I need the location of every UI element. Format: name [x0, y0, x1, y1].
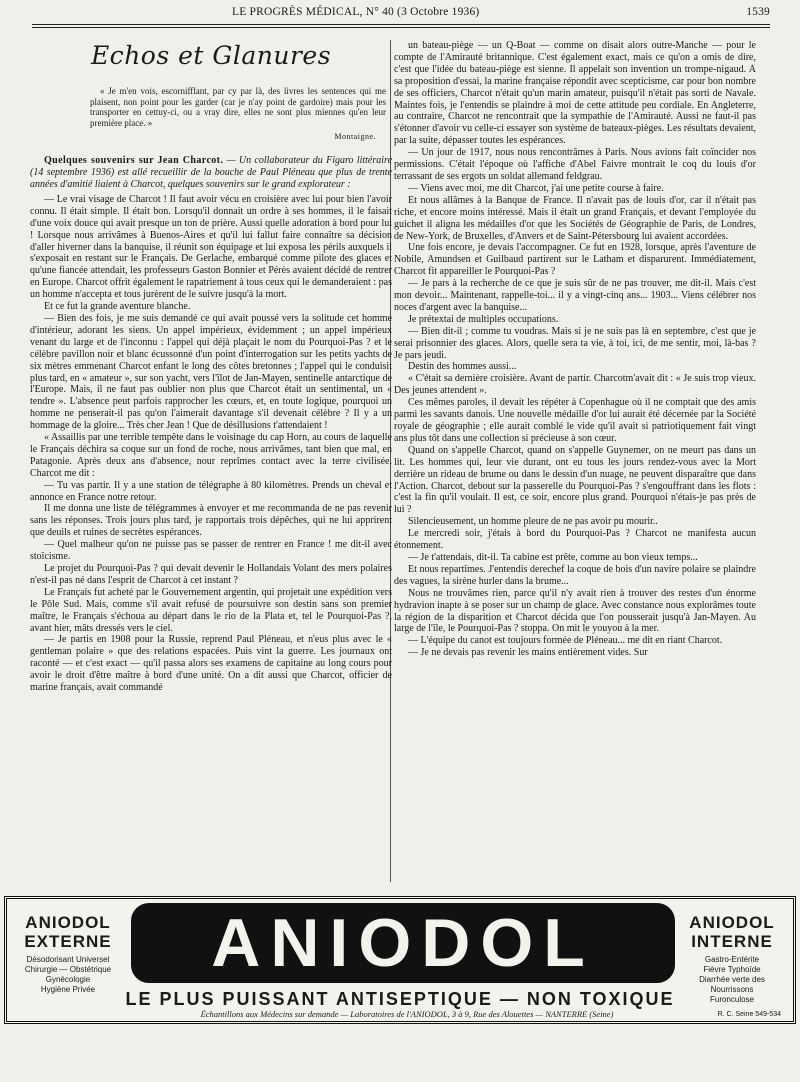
ad-right-title-1: ANIODOL: [689, 913, 775, 932]
ad-list-item: Gastro-Entérite: [704, 955, 760, 964]
page-number: 1539: [746, 6, 770, 18]
article-paragraph: Le mercredi soir, j'étais à bord du Pourquoi-Pas ? Charcot ne manifesta aucun étonnement.: [394, 528, 756, 552]
ad-footer: Échantillons aux Médecins sur demande — Laboratoires de l'ANIODOL, 3 à 9, Rue des Alouettes — NANTERRE (Seine): [200, 1009, 614, 1019]
article-heading: [30, 155, 392, 191]
article-paragraph: Silencieusement, un homme pleure de ne pas avoir pu mourir..: [408, 516, 658, 528]
article-title: Quelques souvenirs sur Jean Charcot.: [44, 155, 224, 167]
ad-list-item: Furonculose: [709, 995, 755, 1004]
article-paragraph: un bateau-piège — un Q-Boat — comme on disait alors outre-Manche — pour le compte de l'Amirauté britannique. C'est également exact, mais ce qu'on a omis de dire, c'est que l'idée du bateau-piège est sienne. Il appelait son invention un trompe-nigaud. A sa proposition d'essai, la marine française répondit avec scepticisme, car pour bon nombre de ses officiers, Charcot n'était qu'un marin amateur, puisqu'il n'était pas sorti de Navale. Maintes fois, je l'entendis se plaindre à moi de cette attitude peu cordiale. En Angleterre, au contraire, Charcot ne rencontrait que la sympathie de l'Amirauté. Aussi ne faut-il pas s'étonner d'avoir vu celle-ci essayer son système de bateaux-pièges. Les résultats devaient, par la suite, dépasser toutes les espérances.: [394, 40, 756, 147]
ad-left-title-1: ANIODOL: [25, 913, 111, 932]
ad-list-item: Fièvre Typhoïde: [703, 965, 761, 974]
article-paragraph: — Bien dit-il ; comme tu voudras. Mais si je ne suis pas là en septembre, c'est que je serai prisonnier des glaces. Alors, quelle sera ta vie, à toi, ici, de me sentir, moi, là-bas ? Je pars jeudi.: [394, 325, 756, 361]
article-paragraph: — Tu vas partir. Il y a une station de télégraphe à 80 kilomètres. Prends un cheval et annonce en France notre retour.: [30, 479, 392, 503]
article-paragraph: « C'était sa dernière croisière. Avant de partir. Charcotm'avait dit : « Je suis trop vieux. Des jeunes attendent ».: [394, 373, 756, 397]
article-paragraph: Une fois encore, je devais l'accompagner. Ce fut en 1928, lorsque, après l'aventure de Nobile, Amundsen et Guilbaud partirent sur le Latham et disparurent. Immédiatement, Charcot fit appareiller le Pourquoi-Pas ?: [394, 242, 756, 278]
article-paragraph: Et ce fut la grande aventure blanche.: [44, 301, 191, 313]
article-paragraph: — Bien des fois, je me suis demandé ce qui avait poussé vers la solitude cet homme d'intérieur, adorant les siens. Un appel impérieux, évidemment ; un appel impérieux venant du large et de l'inconnu : l'appel qui déjà plaçait le nom du Pourquoi-Pas ? et le célèbre pavillon noir et blanc écussonné d'un point d'interrogation sur les petits yachts de six mètres emmenant Charcot enfant le long des côtes bretonnes ; l'appel qui le conduisit plus tard, en « amateur », sur son yacht, vers l'îlot de Jan-Mayen, sentinelle antarctique de l'Europe. Mais, il ne faut pas oublier non plus que Charcot était un sentimental, un « tendre ». L'absence peut parfois rapprocher les cœurs, et, en toute logique, pourquoi un homme ne penserait-il pas qu'on l'aimerait davantage s'il devenait célèbre ? Il y a un hommage de la gloire... Très cher Jean ! Que de désillusions t'attendaient !: [30, 312, 392, 432]
ad-left-panel: [13, 913, 123, 995]
section-title: Echos et Glanures: [90, 41, 332, 70]
header-rule-2: [32, 27, 770, 28]
article-paragraph: Je prétextai de multiples occupations.: [408, 313, 559, 325]
ad-list-item: Hygiène Privée: [40, 985, 96, 994]
ad-list-item: Désodorisant Universel: [26, 955, 110, 964]
ad-list-item: Diarrhée verte des Nourrissons: [699, 975, 765, 994]
article-paragraph: Et nous allâmes à la Banque de France. Il n'avait pas de louis d'or, car il n'était pas riche, et encore moins intéressé. Mais il était un grand Français, et devant l'employée du guichet il aligna les médailles d'or que les Sociétés de Géographie de Paris, de Londres, de New-York, de Bruxelles, d'Anvers et de Saint-Pétersbourg lui avaient accordées.: [394, 194, 756, 242]
ad-registration: R. C. Seine 549-534: [717, 1011, 781, 1018]
ad-left-title-2: EXTERNE: [24, 932, 112, 951]
aniodol-advertisement: [4, 896, 796, 1024]
article-paragraph: Le Français fut acheté par le Gouvernement argentin, qui projetait une expédition vers le Pôle Sud. Mais, comme s'il avait refusé de poursuivre son destin sans son premier maître, le Français s'échoua au départ dans le rio de la Plata et, tel le Pourquoi-Pas ?, avant hier, mâts dressés vers le ciel.: [30, 586, 392, 634]
article-intro: — Un collaborateur du Figaro littéraire (14 septembre 1936) est allé recueillir de la bouche de Paul Pléneau que plus de trente années d'amitié liaient à Charcot, quelques souvenirs sur le grand explorateur :: [30, 155, 392, 190]
article-paragraph: — Un jour de 1917, nous nous rencontrâmes à Paris. Nous avions fait coïncider nos permissions. C'était l'époque où l'affiche d'Abel Faivre montrait le coq du louis d'or terrassant de ses ergots un soldat allemand feldgrau.: [394, 147, 756, 182]
article-paragraph: Et nous repartîmes. J'entendis derechef la coque de bois d'un navire polaire se plaindre des vagues, la sirène hurler dans la brume...: [394, 563, 756, 587]
article-paragraph: Destin des hommes aussi...: [408, 361, 517, 373]
ad-brand: ANIODOL: [131, 903, 675, 983]
ad-slogan: LE PLUS PUISSANT ANTISEPTIQUE — NON TOXIQUE: [125, 989, 675, 1009]
right-column: [394, 40, 756, 882]
article-paragraph: Nous ne trouvâmes rien, parce qu'il n'y avait rien à trouver des restes d'un énorme hydravion inapte à se poser sur un champ de glace. Avec constance nous explorâmes toute la région de la disparition et Charcot décida que l'on pousserait jusqu'à Jan-Mayen. Au large de l'île, le Pourquoi-Pas ? stoppa. On mit le youyou à la mer.: [394, 587, 756, 635]
article-paragraph: — Quel malheur qu'on ne puisse pas se passer de rentrer en France ! me dit-il avec stoïcisme.: [30, 539, 392, 563]
ad-right-title-2: INTERNE: [691, 932, 773, 951]
article-paragraph: Quand on s'appelle Charcot, quand on s'appelle Guynemer, on ne meurt pas dans un lit. Les hommes qui, leur vie durant, ont eu tous les jours rendez-vous avec la Mort derrière un rideau de brume ou dans le dessin d'un nuage, ne peuvent disparaître que dans l'Action. Charcot, debout sur la passerelle du Pourquoi-Pas ? s'engouffrant dans les flots : c'est la fin qu'il voulait. Il est, ce soir, encore plus grand. Pourquoi n'étais-je pas près de lui ?: [394, 444, 756, 516]
article-paragraph: — Viens avec moi, me dit Charcot, j'ai une petite course à faire.: [408, 182, 664, 194]
left-paragraphs: [30, 194, 392, 694]
epigraph: « Je m'en vois, escornifflant, par cy par là, des livres les sentences qui me plaisent, non point pour les garder (car je n'ay point de gardoire) mais pour les transporter en cettuy-ci, ou a vray dire, elles ne sont plus miennes qu'en leur première place. »: [90, 85, 386, 128]
left-column: [30, 40, 392, 882]
article-paragraph: — Je partis en 1908 pour la Russie, reprend Paul Pléneau, et n'eus plus avec le « gentleman polaire » que des relations espacées. Puis vint la guerre. Les journaux ont raconté — et c'est exact — qu'il passa alors ses examens de capitaine au long cours pour avoir le droit d'être maître à bord d'une unité. On a dit aussi que Charcot, officier de marine français, avait commandé: [30, 634, 392, 694]
ad-list-item: Gynécologie: [45, 975, 91, 984]
article-paragraph: Il me donna une liste de télégrammes à envoyer et me recommanda de ne pas revenir sans les réponses. Trois jours plus tard, je rapportais trois dépêches, qui ne lui apprirent que deuils et ruines de secrètes espérances.: [30, 503, 392, 539]
article-paragraph: — Je t'attendais, dit-il. Ta cabine est prête, comme au bon vieux temps...: [408, 551, 698, 563]
article-paragraph: « Assaillis par une terrible tempête dans le voisinage du cap Horn, au cours de laquelle le Français déchira sa coque sur un fond de roche, nous arrivâmes, tant bien que mal, en Patagonie. Après deux ans d'absence, nour reprîmes contact avec la terre civilisée. Charcot me dit :: [30, 432, 392, 479]
article-paragraph: — Je pars à la recherche de ce que je suis sûr de ne pas trouver, me dit-il. Mais c'est mon devoir... Maintenant, rappelle-toi... il y a vingt-cinq ans... 1903... Viens célébrer nos noces d'argent avec la banquise...: [394, 278, 756, 313]
journal-line: LE PROGRÈS MÉDICAL, N° 40 (3 Octobre 1936): [232, 6, 480, 18]
page-header: [32, 6, 770, 22]
article-paragraph: — L'équipe du canot est toujours formée de Pléneau... me dit en riant Charcot.: [408, 635, 723, 647]
article-paragraph: — Le vrai visage de Charcot ! Il faut avoir vécu en croisière avec lui pour bien l'avoir connu. Il était simple. Il était bon. Lorsqu'il donnait un ordre à ses hommes, il le faisait d'une voix douce qui avait presque un ton de prière. Aussi quelle adoration à bord pour lui ! Lorsque nous arrivâmes à Buenos-Aires et qu'il lui fallut faire connaître sa décision d'aller hiverner dans la banquise, il réunit son équipage et lui exposa les périls auxquels il s'exposait en restant sur le Français. De Gerlache, embarqué comme pilote des glaces et qu'une fiancée attendait, les professeurs Gaston Bonnier et Pérès avaient décidé de rentrer en Europe. Charcot offrit également le rapatriement à tous ceux qui le demanderaient : pas un homme n'accepta et tous jurèrent de le suivre jusqu'à la mort.: [30, 193, 392, 301]
epigraph-author: Montaigne.: [334, 132, 376, 142]
article-paragraph: — Je ne devais pas revenir les mains entièrement vides. Sur: [408, 647, 648, 659]
right-paragraphs: [394, 40, 756, 659]
article-paragraph: Le projet du Pourquoi-Pas ? qui devait devenir le Hollandais Volant des mers polaires n'est-il pas né dans l'esprit de Charcot à cet instant ?: [30, 563, 392, 586]
header-rule: [32, 24, 770, 25]
ad-list-item: Chirurgie — Obstétrique: [24, 965, 112, 974]
article-paragraph: Ces mêmes paroles, il devait les répéter à Copenhague où il ne comptait que des amis parmi les savants danois. Une nouvelle médaille d'or lui aurait été décernée par la Société royale de géographie ; elle aurait comblé le vide qu'il avait si patriotiquement fait vingt ans plus tôt dans une collection si précieuse à son cœur.: [394, 397, 756, 444]
